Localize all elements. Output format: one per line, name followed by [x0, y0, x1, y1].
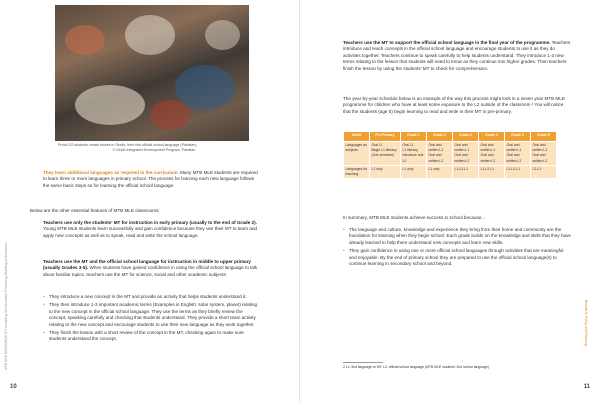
table-cell: L1 only — [370, 165, 401, 178]
summary-list — [343, 227, 571, 269]
table-cell: L2-L1 — [531, 165, 557, 178]
list-item: • They gain confidence in using one or more official school languages through activities that are meaningful and enjoyable. By the end of primary school they are prepared to use the official school language(s) to continue learning in secondary school and beyond. — [343, 248, 571, 267]
table-cell: L1 only — [401, 165, 427, 178]
paragraph-schedule: The year-by-year schedule below is an example of the way this process might look in a seven year MTB MLE programme for children who have at least some exposure to the L2 outside of the classroom.² You will notice that the students (age 5) begin learning to read and write in their MT in pre-primary. — [343, 96, 565, 114]
header-cell: Grade 2 — [427, 132, 453, 142]
table-row — [344, 142, 557, 166]
table-cell: L1 only — [427, 165, 453, 178]
table-header-row — [344, 132, 557, 142]
caption-text: Pixitol G2 students create stories in Sindhi, their first official school language (Pakistan) — [58, 143, 197, 147]
header-cell: Grade — [344, 132, 370, 142]
list-item: • They introduce a new concept in the MT and provide an activity that helps students understand it. — [43, 294, 258, 300]
list-item: • They finish the lesson with a short review of the concept in the MT, checking again to make sure students understand the concept. — [43, 330, 258, 343]
photo-caption — [58, 143, 250, 153]
paragraph-early-primary — [43, 220, 258, 239]
header-cell: Grade 1 — [401, 132, 427, 142]
table-cell: Oral and written L1 Oral and written L2 — [453, 142, 479, 166]
para1-text: Teachers introduce and teach concepts in the official school language and encourage students to use it as they do activities together. Teachers continue to speak carefully to help students understand. They introduce 1-3 new terms relating to the lesson that students will need to know as they continue into higher grades. Then teachers finish the lesson by using the students' MT to check for comprehension. — [343, 40, 571, 71]
table-cell: Languages for teaching — [344, 165, 370, 178]
right-page — [300, 0, 600, 402]
schedule-table — [343, 131, 557, 179]
header-cell: Grade 6 — [531, 132, 557, 142]
caption-credit: © Sindh Integrated Development Program, Pakistan — [112, 148, 196, 152]
essential-intro: Below are the other essential features of MTB MLE classrooms: — [30, 208, 160, 213]
header-cell: Grade 3 — [453, 132, 479, 142]
list-item: • The language and culture, knowledge and experience they bring from their home and community are the foundation for learning when they begin school. Each grade builds on the knowledge and skills that they have already learned to help them understand new concepts and learn new skills. — [343, 227, 571, 246]
table-cell: L1-L2-L1 — [505, 165, 531, 178]
header-cell: Grade 4 — [479, 132, 505, 142]
table-cell: Oral and written L1 Oral and written L2 — [479, 142, 505, 166]
summary-intro: In summary, MTB MLE students achieve success in school because... — [343, 215, 486, 220]
intro-text: Many MTB MLE students are required to learn three or more languages in primary school. The process for learning each new language follows the same basic steps as for learning the official school language. — [43, 170, 258, 188]
table-cell: Oral L1 Begin L1 literacy (2nd semester) — [370, 142, 401, 166]
footnote-rule — [343, 362, 383, 363]
strategy-list — [43, 294, 258, 345]
classroom-photo — [55, 5, 249, 141]
table-cell: Languages as subjects — [344, 142, 370, 166]
table-cell: L1-L2-L1 — [453, 165, 479, 178]
table-cell: Oral and written L1 Oral and written L2 — [427, 142, 453, 166]
para2-bold: Teachers use the MT and the official school language for instruction in middle to upper primary (usually Grades 3-5). — [43, 259, 251, 271]
sidebar-text: MTB MLE RESOURCE KIT Including the Excluded: Promoting Multilingual Education — [4, 242, 8, 370]
para1-text: Young MTB MLE students learn successfully and gain confidence because they use their MT to learn and apply new concepts as well as to speak, read and write the school language. — [43, 226, 257, 238]
table-cell: Oral and written L1 Oral and written L2 — [531, 142, 557, 166]
intro-highlight: They learn additional languages as required in the curriculum. — [43, 170, 179, 175]
header-cell: Grade 5 — [505, 132, 531, 142]
left-sidebar-label — [4, 242, 12, 370]
list-item: • They then introduce 1-3 important academic terms (Examples in English: solar system, planet) relating to the new concept in the official school language. They use the terms as they briefly review the concept, speaking carefully and checking that students understand. They provide a short team activity relating to the new concept and encourage students to use their new language as they work together. — [43, 302, 258, 328]
table-cell: L1-L2-L1 — [479, 165, 505, 178]
para1-bold: Teachers use the MT to support the official school language in the final year of the programme. — [343, 40, 551, 45]
footnote: 2 L1: first language or MT; L2: official school language (MTB MLE students' 2nd school language) — [343, 365, 489, 369]
sidebar-text: Booklet 5: Policy and Planning — [584, 300, 588, 346]
para2-text: When students have gained confidence in using the official school language to talk about familiar topics, teachers use the MT for science, social and other academic subjects: — [43, 265, 258, 277]
page-number: 11 — [583, 384, 590, 390]
header-cell: Pre-Primary — [370, 132, 401, 142]
table-cell: Oral and written L1 Oral and written L2 — [505, 142, 531, 166]
paragraph-middle-primary — [43, 259, 258, 278]
para1-bold: Teachers use only the students' MT for instruction in early primary (usually to the end of Grade 2). — [43, 220, 257, 225]
table-row — [344, 165, 557, 178]
table-cell: Oral L1 L1 literacy Introduce oral L2 — [401, 142, 427, 166]
intro-paragraph — [43, 170, 258, 189]
paragraph-final-year — [343, 40, 571, 72]
right-sidebar-label — [584, 300, 596, 370]
page-number: 10 — [10, 384, 17, 390]
